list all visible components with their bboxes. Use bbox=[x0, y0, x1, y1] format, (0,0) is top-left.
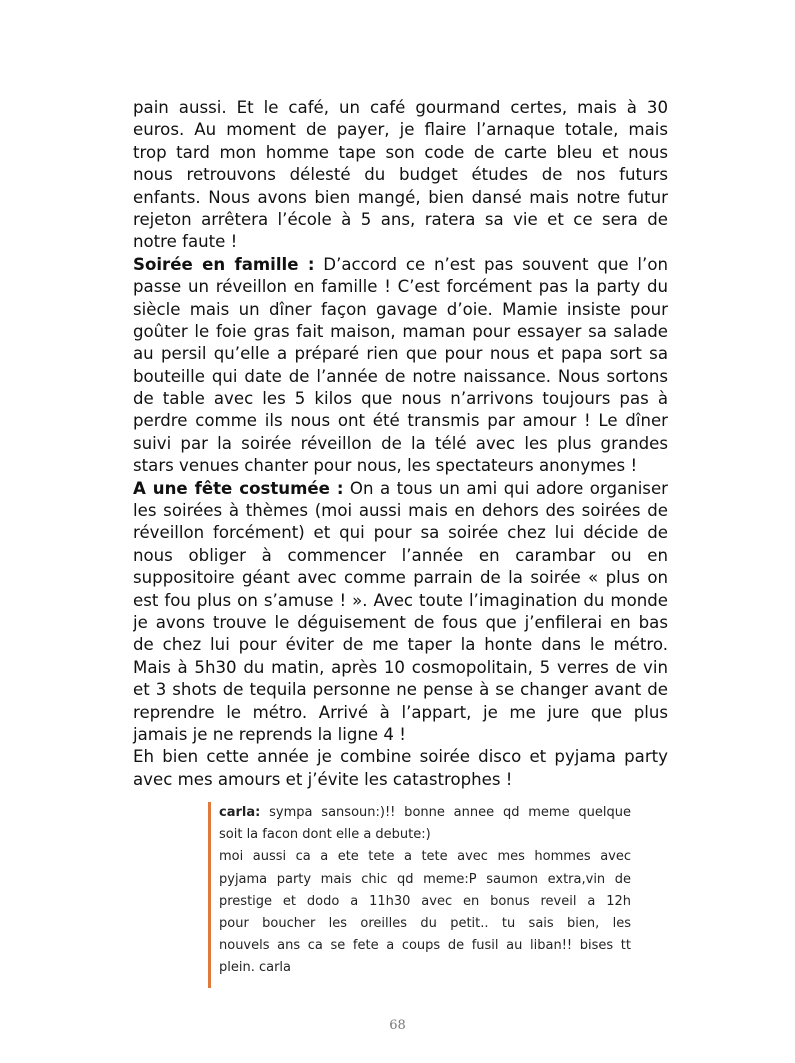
line-text: On a tous un ami qui adore organiser bbox=[343, 478, 668, 498]
line-text: nous retrouvons délesté du budget études de nos futurs bbox=[133, 165, 668, 185]
line-text: nouvels ans ca se fete a coups de fusil au liban!! bises tt bbox=[219, 938, 631, 954]
line-text: réveillon forcément) et qui pour sa soirée chez lui décide de bbox=[133, 523, 668, 543]
line-text: pour boucher les oreilles du petit.. tu sais bien, les bbox=[219, 915, 631, 931]
line-text: rejeton arrêtera l’école à 5 ans, ratera sa vie et ce sera de bbox=[133, 209, 668, 229]
bold-heading: carla: bbox=[219, 805, 261, 820]
text-line bbox=[133, 590, 668, 612]
line-text: est fou plus on s’amuse ! ». Avec toute l’imagination du monde bbox=[133, 590, 668, 610]
text-line bbox=[133, 164, 668, 186]
line-text: nous obliger à commencer l’année en carambar ou en bbox=[133, 545, 668, 565]
text-line bbox=[133, 187, 668, 209]
line-text: bouteille qui date de l’année de notre naissance. Nous sortons bbox=[133, 366, 668, 386]
line-text: de table avec les 5 kilos que nous n’arrivons toujours pas à bbox=[133, 389, 668, 409]
text-line bbox=[133, 657, 668, 679]
line-text: soit la facon dont elle a debute:) bbox=[219, 827, 431, 843]
text-line bbox=[133, 433, 668, 455]
text-line bbox=[133, 321, 668, 343]
line-text: euros. Au moment de payer, je flaire l’arnaque totale, mais bbox=[133, 120, 668, 140]
text-line bbox=[133, 612, 668, 634]
line-text: et 3 shots de tequila personne ne pense à se changer avant de bbox=[133, 680, 668, 700]
article-body bbox=[133, 97, 668, 791]
line-text: jamais je ne reprends la ligne 4 ! bbox=[133, 724, 406, 744]
line-text: D’accord ce n’est pas souvent que l’on bbox=[314, 254, 668, 274]
text-line bbox=[133, 343, 668, 365]
text-line bbox=[133, 388, 668, 410]
text-line bbox=[219, 891, 631, 913]
text-line bbox=[133, 769, 668, 791]
text-line bbox=[133, 702, 668, 724]
reader-comment bbox=[208, 802, 631, 988]
text-line bbox=[133, 478, 668, 500]
line-text: notre faute ! bbox=[133, 232, 238, 252]
text-line bbox=[133, 455, 668, 477]
line-text: de chez lui pour éviter de me taper la honte dans le métro. bbox=[133, 635, 668, 655]
line-text: Mais à 5h30 du matin, après 10 cosmopolitain, 5 verres de vin bbox=[133, 657, 668, 677]
line-text: pyjama party mais chic qd meme:P saumon extra,vin de bbox=[219, 871, 631, 887]
text-line bbox=[133, 746, 668, 768]
line-text: goûter le foie gras fait maison, maman pour essayer sa salade bbox=[133, 321, 668, 341]
line-text: trop tard mon homme tape son code de carte bleu et nous bbox=[133, 142, 668, 162]
line-text: reprendre le métro. Arrivé à l’appart, je me jure que plus bbox=[133, 702, 668, 722]
text-line bbox=[133, 522, 668, 544]
line-text: suppositoire géant avec comme parrain de la soirée « plus on bbox=[133, 568, 668, 588]
text-line bbox=[219, 869, 631, 891]
text-line bbox=[133, 299, 668, 321]
text-line bbox=[219, 957, 631, 979]
text-line bbox=[133, 545, 668, 567]
line-text: les soirées à thèmes (moi aussi mais en dehors des soirées de bbox=[133, 501, 668, 521]
line-text: sympa sansoun:)!! bonne annee qd meme quelque bbox=[260, 805, 631, 820]
text-line bbox=[133, 366, 668, 388]
text-line bbox=[133, 254, 668, 276]
bold-heading: Soirée en famille : bbox=[133, 254, 315, 274]
line-text: avec mes amours et j’évite les catastrophes ! bbox=[133, 769, 513, 789]
text-line bbox=[219, 935, 631, 957]
line-text: perdre comme ils nous ont été transmis par amour ! Le dîner bbox=[133, 411, 668, 431]
line-text: au persil qu’elle a préparé rien que pour nous et papa sort sa bbox=[133, 344, 668, 364]
line-text: Eh bien cette année je combine soirée disco et pyjama party bbox=[133, 747, 668, 767]
text-line bbox=[219, 802, 631, 824]
text-line bbox=[133, 724, 668, 746]
line-text: passe un réveillon en famille ! C’est forcément pas la party du bbox=[133, 277, 668, 297]
line-text: suivi par la soirée réveillon de la télé avec les plus grandes bbox=[133, 433, 668, 453]
text-line bbox=[133, 500, 668, 522]
line-text: moi aussi ca a ete tete a tete avec mes hommes avec bbox=[219, 849, 631, 865]
line-text: plein. carla bbox=[219, 960, 292, 976]
text-line bbox=[219, 913, 631, 935]
line-text: je avons trouve le déguisement de fous que j’enfilerai en bas bbox=[133, 612, 668, 632]
text-line bbox=[133, 567, 668, 589]
text-line bbox=[133, 209, 668, 231]
text-line bbox=[133, 679, 668, 701]
text-line bbox=[133, 97, 668, 119]
text-line bbox=[133, 119, 668, 141]
text-line bbox=[219, 824, 631, 846]
page-number: 68 bbox=[389, 1018, 406, 1033]
text-line bbox=[219, 846, 631, 868]
line-text: pain aussi. Et le café, un café gourmand certes, mais à 30 bbox=[133, 98, 668, 117]
text-line bbox=[133, 231, 668, 253]
bold-heading: A une fête costumée : bbox=[133, 478, 344, 498]
text-line bbox=[133, 276, 668, 298]
text-line bbox=[133, 634, 668, 656]
line-text: stars venues chanter pour nous, les spectateurs anonymes ! bbox=[133, 456, 638, 476]
line-text: enfants. Nous avons bien mangé, bien dansé mais notre futur bbox=[133, 187, 668, 207]
text-line bbox=[133, 142, 668, 164]
text-line bbox=[133, 410, 668, 432]
line-text: prestige et dodo a 11h30 avec en bonus reveil a 12h bbox=[219, 893, 631, 909]
line-text: siècle mais un dîner façon gavage d’oie. Mamie insiste pour bbox=[133, 299, 668, 319]
